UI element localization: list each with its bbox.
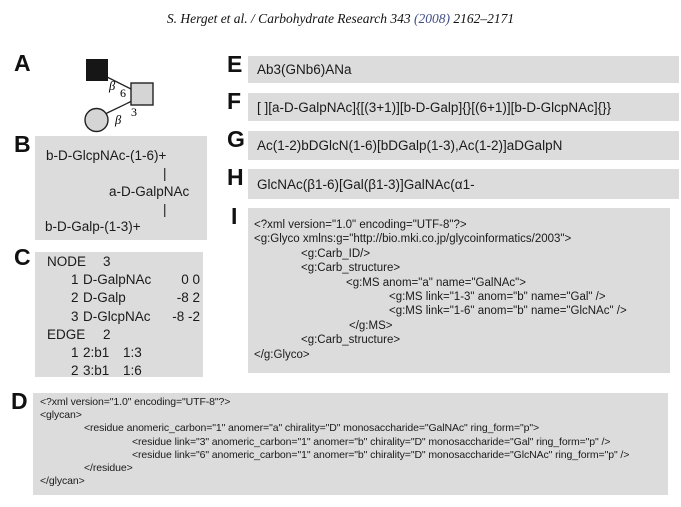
xml-line: <?xml version="1.0" encoding="UTF-8"?> [40,396,231,408]
xml-line: <residue anomeric_carbon="1" anomer="a" chirality="D" monosaccharide="GalNAc" ring_form="p"> [84,422,540,435]
iupac-connector: | [163,166,167,181]
edge-donor: 3:b1 [83,363,110,378]
journal-running-head [0,11,681,27]
xml-line: </glycan> [40,475,85,488]
panel-e-box [248,56,679,83]
node-header-row [35,254,203,272]
panel-c-box [35,252,203,377]
gal-circle-icon [85,109,108,132]
xml-code-block [40,396,664,488]
edge-acceptor: 1:6 [123,363,142,378]
xml-line: <residue link="6" anomeric_carbon="1" anomer="b" chirality="D" monosaccharide="GlcNAc" ring_form="p" /> [132,448,630,461]
iupac-line: a-D-GalpNAc [109,184,190,199]
panel-b-label: B [14,131,31,157]
edge-header-row [35,327,203,345]
node-index: 3 [71,309,79,324]
section-count: 2 [103,327,111,342]
linucs-sequence: [ ][a-D-GalpNAc]{[(3+1)][b-D-Galp]{}[(6+1)][b-D-GlcpNAc]{}} [257,99,612,115]
node-name: D-GlcpNAc [83,309,151,324]
panel-i-box [248,208,670,373]
panel-d-box [33,393,668,495]
node-name: D-Galp [83,290,126,305]
xml-line: </g:MS> [349,319,393,332]
xml-line: <g:MS anom="a" name="GalNAc"> [346,276,526,289]
linearcode-sequence: Ab3(GNb6)ANa [257,62,352,77]
xml-line: <g:MS link="1-3" anom="b" name="Gal" /> [389,291,606,304]
panel-b-box [35,136,207,240]
iupac-line: b-D-Galp-(1-3)+ [45,219,141,234]
panel-c-label: C [14,244,31,270]
xml-line: <g:Carb_ID/> [301,247,371,260]
galnac-square-icon [131,83,153,105]
node-coords: 0 0 [181,272,200,287]
glcnac-square-icon [86,59,108,81]
node-coords: -8 2 [176,290,200,305]
panel-a-label: A [14,50,31,76]
xml-line: <glycan> [40,409,82,422]
xml-line: </residue> [84,462,133,475]
node-index: 1 [71,272,79,287]
node-coords: -8 -2 [172,309,200,324]
edge-row [35,363,203,381]
panel-f-label: F [227,88,241,114]
xml-line: <?xml version="1.0" encoding="UTF-8"?> [254,219,467,231]
bcsdb-sequence: Ac(1-2)bDGlcN(1-6)[bDGalp(1-3),Ac(1-2)]aDGalpN [257,138,563,153]
beta-upper-label: β [109,79,116,93]
position-3-label: 3 [131,105,137,119]
iupac-condensed-sequence: GlcNAc(β1-6)[Gal(β1-3)]GalNAc(α1- [257,176,475,192]
section-count: 3 [103,254,111,269]
panel-g-box [248,131,679,160]
panel-h-label: H [227,164,244,190]
edge-index: 2 [71,363,79,378]
xml-line: <g:MS link="1-6" anom="b" name="GlcNAc" /> [389,305,627,318]
panel-d-label: D [11,388,28,414]
edge-acceptor: 1:3 [123,345,142,360]
edge-row [35,345,203,363]
panel-g-label: G [227,126,245,152]
position-6-label: 6 [120,86,126,100]
xml-line: <g:Glyco xmlns:g="http://bio.mki.co.jp/glycoinformatics/2003"> [254,233,572,246]
xml-line: </g:Glyco> [254,348,310,361]
node-index: 2 [71,290,79,305]
running-head-pages: 2162–2171 [450,11,515,26]
section-keyword: EDGE [47,327,86,342]
running-head-prefix: S. Herget et al. / Carbohydrate Research 343 [166,11,415,26]
iupac-line: b-D-GlcpNAc-(1-6)+ [46,148,167,163]
panel-f-box [248,93,679,121]
edge-donor: 2:b1 [83,345,110,360]
panel-i-label: I [231,203,237,229]
glycan-diagram [75,50,170,142]
section-keyword: NODE [47,254,87,269]
node-row [35,309,203,327]
running-head-year: (2008) [414,11,451,26]
node-row [35,272,203,290]
iupac-connector: | [163,202,167,217]
edge-index: 1 [71,345,79,360]
xml-line: <g:Carb_structure> [301,262,401,275]
beta-lower-label: β [115,113,122,127]
panel-h-box [248,169,679,199]
xml-code-block [254,218,666,362]
node-row [35,290,203,308]
xml-line: <g:Carb_structure> [301,334,401,347]
node-name: D-GalpNAc [83,272,152,287]
xml-line: <residue link="3" anomeric_carbon="1" anomer="b" chirality="D" monosaccharide="Gal" ring_form="p" /> [132,435,611,448]
panel-e-label: E [227,51,242,77]
